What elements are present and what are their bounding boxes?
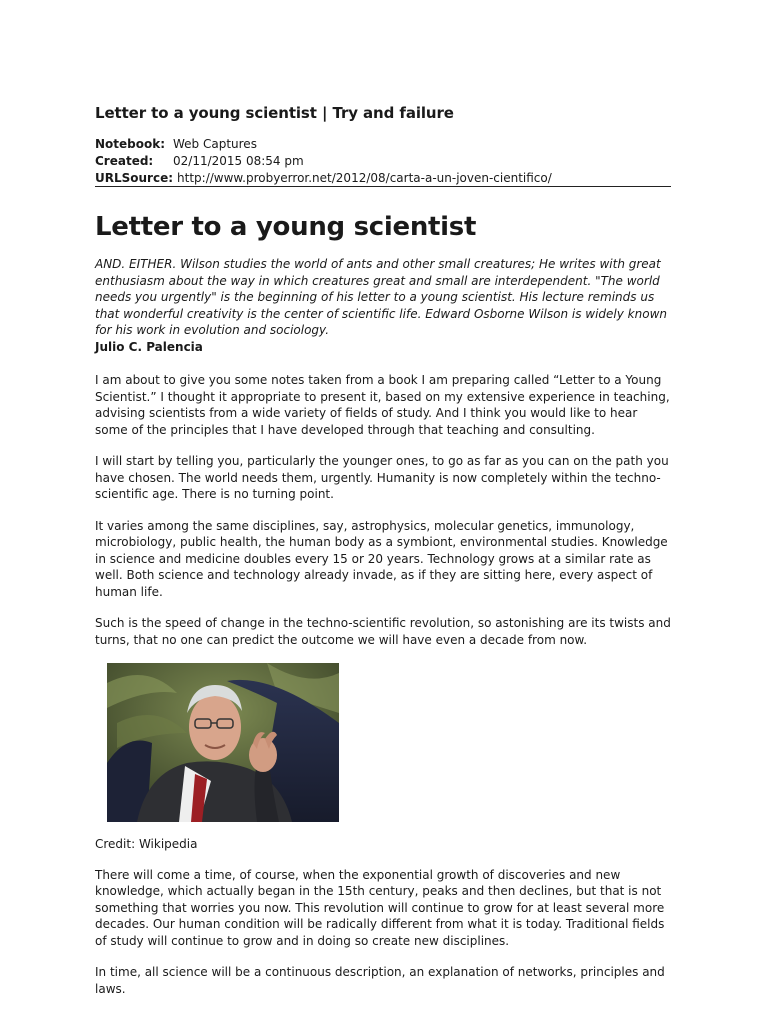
paragraph: There will come a time, of course, when the exponential growth of discoveries and new knowledge, which actually began in the 15th century, peaks and then declines, but that is not something that worries you now. This revolution will continue to grow for at least several more decades. Our human condition will be radically different from what it is today. Traditional fields of study will continue to grow and in doing so create new disciplines. xyxy=(95,867,665,948)
url-link[interactable]: http://www.probyerror.net/2012/08/carta-a-un-joven-cientifico/ xyxy=(177,171,552,185)
notebook-row xyxy=(95,136,671,153)
created-label: Created: xyxy=(95,154,154,168)
article-body xyxy=(95,256,671,1012)
url-label: URLSource: xyxy=(95,171,174,185)
url-row xyxy=(95,170,671,187)
paragraph: In time, all science will be a continuous description, an explanation of networks, principles and laws. xyxy=(95,965,665,996)
paragraph: I am about to give you some notes taken from a book I am preparing called “Letter to a Young Scientist.” I thought it appropriate to present it, based on my extensive experience in teaching, advising scientists from a wide variety of fields of study. And I think you would like to hear some of the principles that I have developed through that teaching and consulting. xyxy=(95,373,670,437)
portrait-illustration xyxy=(107,663,339,822)
photo-credit: Credit: Wikipedia xyxy=(95,837,198,851)
note-metadata xyxy=(95,136,671,187)
paragraph: It varies among the same disciplines, say, astrophysics, molecular genetics, immunology, microbiology, public health, the human body as a symbiont, environmental studies. Knowledge in science and medicine doubles every 15 or 20 years. Technology grows at a similar rate as well. Both science and technology already invade, as if they are sitting here, every aspect of human life. xyxy=(95,518,668,599)
notebook-label: Notebook: xyxy=(95,137,166,151)
created-row xyxy=(95,153,671,170)
paragraph: Such is the speed of change in the techno-scientific revolution, so astonishing are its twists and turns, that no one can predict the outcome we will have even a decade from now. xyxy=(95,616,671,647)
metadata-divider xyxy=(95,186,671,187)
article-author: Julio C. Palencia xyxy=(95,339,203,354)
portrait-photo xyxy=(107,663,339,822)
paragraph: I will start by telling you, particularly the younger ones, to go as far as you can on the path you have chosen. The world needs them, urgently. Humanity is now completely within the techno-scientific age. There is no turning point. xyxy=(95,454,669,501)
article-title: Letter to a young scientist xyxy=(95,212,477,242)
created-value: 02/11/2015 08:54 pm xyxy=(173,154,304,168)
notebook-value: Web Captures xyxy=(173,137,257,151)
article-intro: AND. EITHER. Wilson studies the world of ants and other small creatures; He writes with great enthusiasm about the way in which creatures great and small are interdependent. "The world needs you urgently" is the beginning of his letter to a young scientist. His lecture reminds us that wonderful creativity is the center of scientific life. Edward Osborne Wilson is widely known for his work in evolution and sociology. xyxy=(95,257,667,337)
note-title: Letter to a young scientist | Try and failure xyxy=(95,104,454,122)
